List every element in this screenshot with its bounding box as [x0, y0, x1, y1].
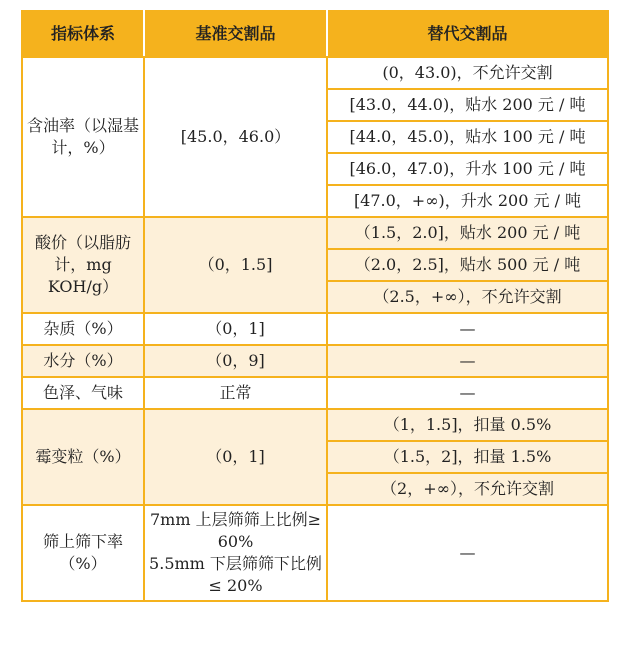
benchmark-cell: （0，1.5] [144, 217, 327, 313]
alternative-cell: — [327, 377, 608, 409]
group-color-odor [22, 377, 608, 409]
alternative-cell: （2.0，2.5]，贴水 500 元 / 吨 [327, 249, 608, 281]
header-alternative: 替代交割品 [327, 11, 608, 57]
alternative-cell: [47.0，+∞)，升水 200 元 / 吨 [327, 185, 608, 217]
group-sieve-ratio [22, 505, 608, 601]
alternative-cell: (0，43.0)，不允许交割 [327, 57, 608, 89]
table-row [22, 313, 608, 345]
group-oil-content [22, 57, 608, 217]
indicator-cell: 色泽、气味 [22, 377, 144, 409]
indicator-cell: 杂质（%） [22, 313, 144, 345]
alternative-cell: （2.5，+∞），不允许交割 [327, 281, 608, 313]
alternative-cell: [43.0，44.0)，贴水 200 元 / 吨 [327, 89, 608, 121]
indicator-cell: 筛上筛下率（%） [22, 505, 144, 601]
table-row [22, 217, 608, 249]
alternative-cell: — [327, 505, 608, 601]
alternative-cell: （1，1.5]，扣量 0.5% [327, 409, 608, 441]
table-row [22, 57, 608, 89]
benchmark-cell: 7mm 上层筛筛上比例≥ 60% 5.5mm 下层筛筛下比例≤ 20% [144, 505, 327, 601]
group-impurity [22, 313, 608, 345]
indicator-cell: 水分（%） [22, 345, 144, 377]
table-row [22, 345, 608, 377]
alternative-cell: （1.5，2.0]，贴水 200 元 / 吨 [327, 217, 608, 249]
delivery-standards-table [21, 10, 609, 602]
group-acid-value [22, 217, 608, 313]
benchmark-cell: 正常 [144, 377, 327, 409]
header-indicator: 指标体系 [22, 11, 144, 57]
alternative-cell: — [327, 313, 608, 345]
indicator-cell: 含油率（以湿基计，%） [22, 57, 144, 217]
benchmark-cell: （0，9] [144, 345, 327, 377]
group-moldy-kernels [22, 409, 608, 505]
alternative-cell: [46.0，47.0)，升水 100 元 / 吨 [327, 153, 608, 185]
table-row [22, 377, 608, 409]
table-row [22, 505, 608, 601]
indicator-cell: 酸价（以脂肪计，mg KOH/g） [22, 217, 144, 313]
indicator-cell: 霉变粒（%） [22, 409, 144, 505]
header-row [22, 11, 608, 57]
benchmark-cell: （0，1] [144, 409, 327, 505]
table-row [22, 409, 608, 441]
benchmark-cell: [45.0，46.0） [144, 57, 327, 217]
group-moisture [22, 345, 608, 377]
header-benchmark: 基准交割品 [144, 11, 327, 57]
alternative-cell: — [327, 345, 608, 377]
alternative-cell: （2，+∞），不允许交割 [327, 473, 608, 505]
alternative-cell: [44.0，45.0)，贴水 100 元 / 吨 [327, 121, 608, 153]
alternative-cell: （1.5，2]，扣量 1.5% [327, 441, 608, 473]
benchmark-cell: （0，1] [144, 313, 327, 345]
